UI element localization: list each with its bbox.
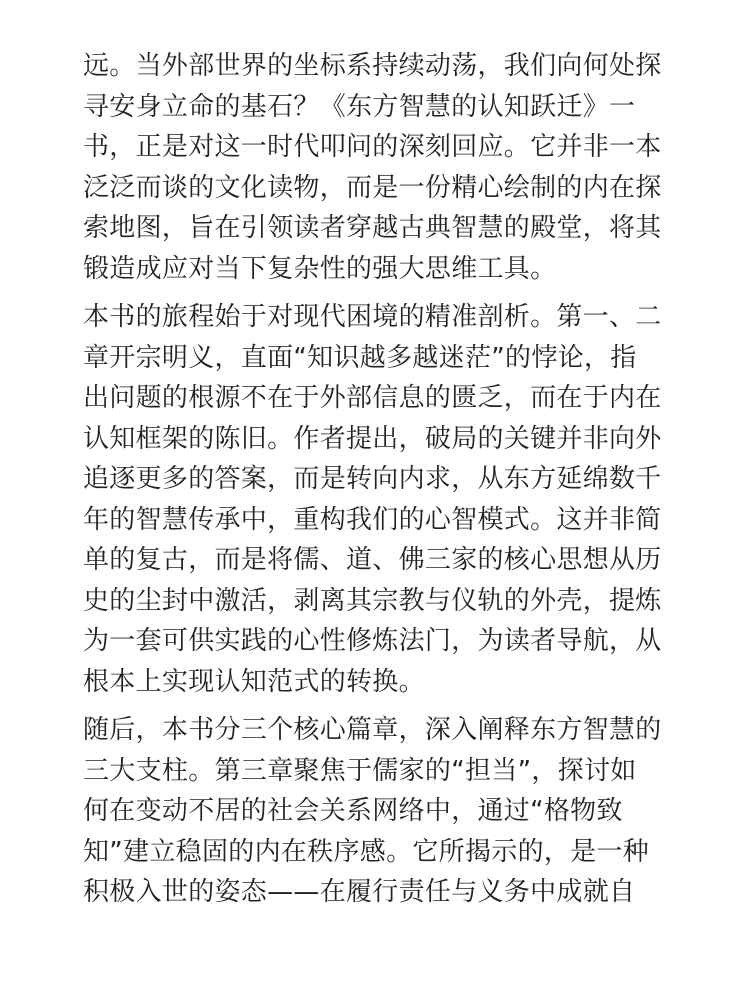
text-line: 远。当外部世界的坐标系持续动荡，我们向何处探 bbox=[83, 51, 662, 81]
text-line: 出问题的根源不在于外部信息的匮乏，而在于内在 bbox=[83, 383, 662, 413]
document-page bbox=[83, 46, 683, 921]
text-line: 追逐更多的答案，而是转向内求，从东方延绵数千 bbox=[83, 464, 662, 494]
text-line: 何在变动不居的社会关系网络中，通过“格物致 bbox=[83, 796, 623, 826]
text-line: 史的尘封中激活，剥离其宗教与仪轨的外壳，提炼 bbox=[83, 585, 662, 616]
text-line: 为一套可供实践的心性修炼法门，为读者导航，从 bbox=[83, 626, 662, 656]
text-line: 积极入世的姿态——在履行责任与义务中成就自 bbox=[83, 877, 636, 907]
text-line: 寻安身立命的基石？《东方智慧的认知跃迁》一 bbox=[83, 91, 636, 122]
text-line: 索地图，旨在引领读者穿越古典智慧的殿堂，将其 bbox=[83, 213, 662, 243]
paragraph-2 bbox=[83, 297, 683, 702]
paragraph-3 bbox=[83, 710, 683, 913]
text-line: 随后，本书分三个核心篇章，深入阐释东方智慧的 bbox=[83, 715, 662, 745]
text-line: 三大支柱。第三章聚焦于儒家的“担当”，探讨如 bbox=[83, 755, 637, 786]
text-line: 书，正是对这一时代叩问的深刻回应。它并非一本 bbox=[83, 132, 662, 162]
text-line: 根本上实现认知范式的转换。 bbox=[83, 666, 425, 697]
paragraph-1 bbox=[83, 46, 683, 289]
text-line: 泛泛而谈的文化读物，而是一份精心绘制的内在探 bbox=[83, 172, 662, 203]
text-line: 认知框架的陈旧。作者提出，破局的关键并非向外 bbox=[83, 423, 662, 454]
text-line: 本书的旅程始于对现代困境的精准剖析。第一、二 bbox=[83, 302, 662, 332]
text-line: 单的复古，而是将儒、道、佛三家的核心思想从历 bbox=[83, 545, 662, 575]
text-line: 年的智慧传承中，重构我们的心智模式。这并非简 bbox=[83, 504, 662, 535]
text-line: 知”建立稳固的内在秩序感。它所揭示的，是一种 bbox=[83, 836, 650, 867]
text-line: 锻造成应对当下复杂性的强大思维工具。 bbox=[83, 253, 557, 284]
text-line: 章开宗明义，直面“知识越多越迷茫”的悖论，指 bbox=[83, 342, 637, 373]
